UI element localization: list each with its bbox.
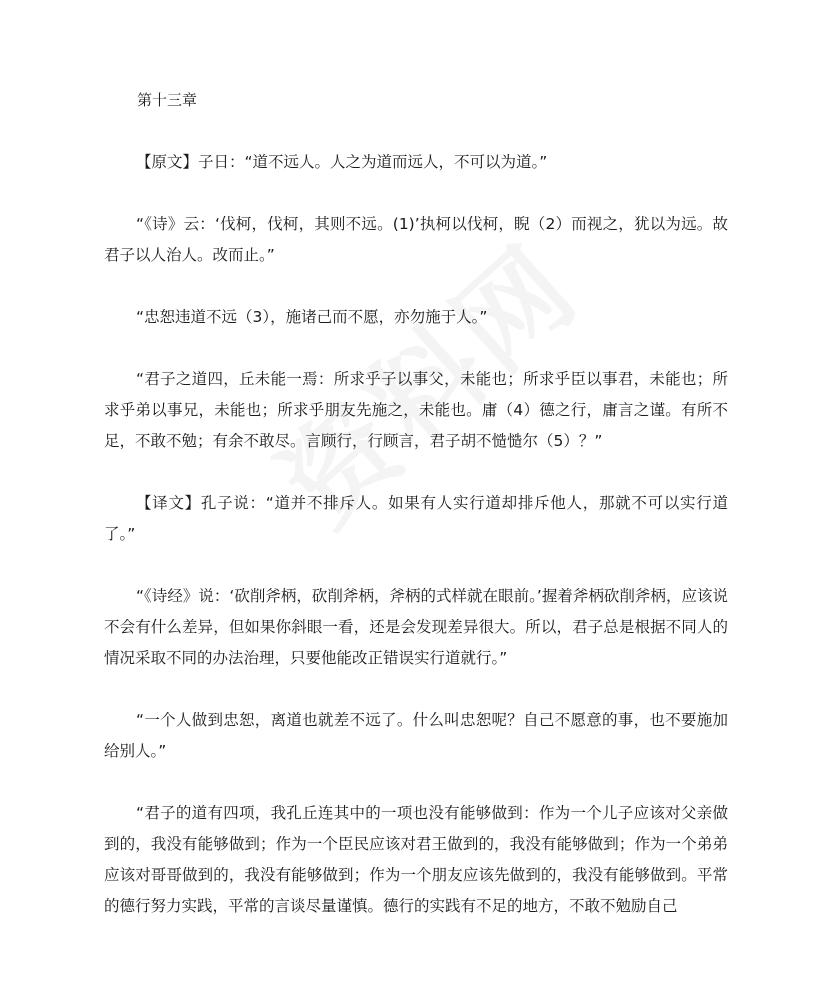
paragraph-junzi-dao: “君子之道四，丘未能一焉：所求乎子以事父，未能也；所求乎臣以事君，未能也；所求乎弟以事兄，未能也；所求乎朋友先施之，未能也。庸（4）德之行，庸言之谨。有所不足，不敢不勉；有余不敢尽。言顾行，行顾言，君子胡不慥慥尔（5）？” bbox=[104, 370, 728, 450]
paragraph-translation-junzi: “君子的道有四项，我孔丘连其中的一项也没有能够做到：作为一个儿子应该对父亲做到的，我没有能够做到；作为一个臣民应该对君王做到的，我没有能够做到；作为一个弟弟应该对哥哥做到的，我没有能够做到；作为一个朋友应该先做到的，我没有能够做到。平常的德行努力实践，平常的言谈尽量谨慎。德行的实践有不足的地方，不敢不勉励自己 bbox=[104, 804, 728, 915]
chapter-title: 第十三章 bbox=[137, 91, 198, 109]
paragraph-original-text: 【原文】子日：“道不远人。人之为道而远人，不可以为道。” bbox=[136, 153, 548, 171]
document-body bbox=[104, 84, 728, 922]
paragraph-zhongshu: “忠恕违道不远（3），施诸己而不愿，亦勿施于人。” bbox=[136, 308, 488, 326]
paragraph-translation: 【译文】孔子说：“道并不排斥人。如果有人实行道却排斥他人，那就不可以实行道了。” bbox=[104, 494, 728, 543]
paragraph-poem-quote: “《诗》云：‘伐柯，伐柯，其则不远。(1)’执柯以伐柯，睨（2）而视之，犹以为远。故君子以人治人。改而止。” bbox=[104, 215, 728, 264]
paragraph-translation-zhongshu: “一个人做到忠恕，离道也就差不远了。什么叫忠恕呢？自己不愿意的事，也不要施加给别人。” bbox=[104, 711, 728, 760]
paragraph-translation-poem: “《诗经》说：‘砍削斧柄，砍削斧柄，斧柄的式样就在眼前。’握着斧柄砍削斧柄，应该说不会有什么差异，但如果你斜眼一看，还是会发现差异很大。所以，君子总是根据不同人的情况采取不同的办法治理，只要他能改正错误实行道就行。” bbox=[104, 587, 728, 667]
